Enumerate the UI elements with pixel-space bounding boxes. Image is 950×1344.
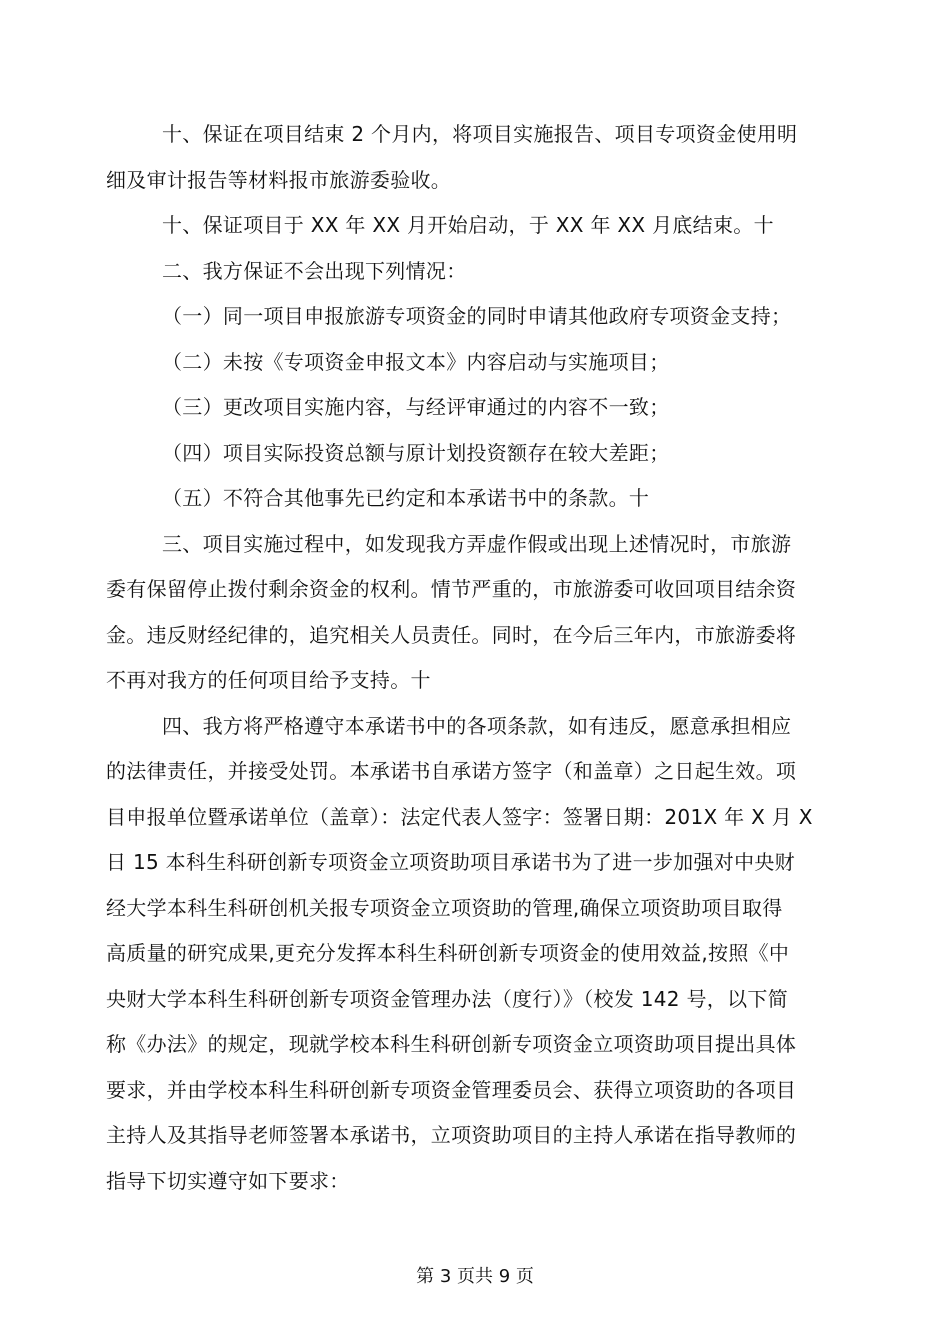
list-item: （一）同一项目申报旅游专项资金的同时申请其他政府专项资金支持； <box>162 304 792 328</box>
list-item: （四）项目实际投资总额与原计划投资额存在较大差距； <box>162 440 670 465</box>
paragraph-line: 称《办法》的规定，现就学校本科生科研创新专项资金立项资助项目提出具体 <box>106 1032 797 1056</box>
list-item: （五）不符合其他事先已约定和本承诺书中的条款。十 <box>162 486 650 510</box>
paragraph-line: 委有保留停止拨付剩余资金的权利。情节严重的，市旅游委可收回项目结余资 <box>106 577 797 601</box>
paragraph-line: 指导下切实遵守如下要求： <box>106 1168 350 1193</box>
paragraph-line: 十、保证在项目结束 2 个月内，将项目实施报告、项目专项资金使用明 <box>162 122 798 146</box>
list-item: （二）未按《专项资金申报文本》内容启动与实施项目； <box>162 349 670 374</box>
document-body <box>106 112 834 1204</box>
paragraph-line: 目申报单位暨承诺单位（盖章）：法定代表人签字：签署日期：201X 年 X 月 X <box>106 804 813 829</box>
paragraph-line: 要求，并由学校本科生科研创新专项资金管理委员会、获得立项资助的各项目 <box>106 1077 797 1102</box>
paragraph-line: 四、我方将严格遵守本承诺书中的各项条款，如有违反，愿意承担相应 <box>162 713 792 738</box>
paragraph-line: 细及审计报告等材料报市旅游委验收。 <box>106 167 452 192</box>
paragraph-line: 二、我方保证不会出现下列情况： <box>162 258 467 283</box>
paragraph-line: 主持人及其指导老师签署本承诺书，立项资助项目的主持人承诺在指导教师的 <box>106 1123 797 1147</box>
paragraph-line: 十、保证项目于 XX 年 XX 月开始启动，于 XX 年 XX 月底结束。十 <box>162 213 774 237</box>
paragraph-line: 央财大学本科生科研创新专项资金管理办法（度行）》（校发 142 号，以下简 <box>106 986 788 1011</box>
page-number-footer: 第 3 页共 9 页 <box>416 1266 534 1287</box>
paragraph-line: 日 15 本科生科研创新专项资金立项资助项目承诺书为了进一步加强对中央财 <box>106 850 795 874</box>
paragraph-line: 的法律责任，并接受处罚。本承诺书自承诺方签字（和盖章）之日起生效。项 <box>106 759 797 783</box>
paragraph-line: 金。违反财经纪律的，追究相关人员责任。同时，在今后三年内，市旅游委将 <box>106 622 797 647</box>
paragraph-line: 高质量的研究成果,更充分发挥本科生科研创新专项资金的使用效益,按照《中 <box>106 941 790 965</box>
paragraph-line: 不再对我方的任何项目给予支持。十 <box>106 668 431 692</box>
paragraph-line: 经大学本科生科研创机关报专项资金立项资助的管理,确保立项资助项目取得 <box>106 895 783 920</box>
list-item: （三）更改项目实施内容，与经评审通过的内容不一致； <box>162 395 670 419</box>
paragraph-line: 三、项目实施过程中，如发现我方弄虚作假或出现上述情况时，市旅游 <box>162 531 792 556</box>
